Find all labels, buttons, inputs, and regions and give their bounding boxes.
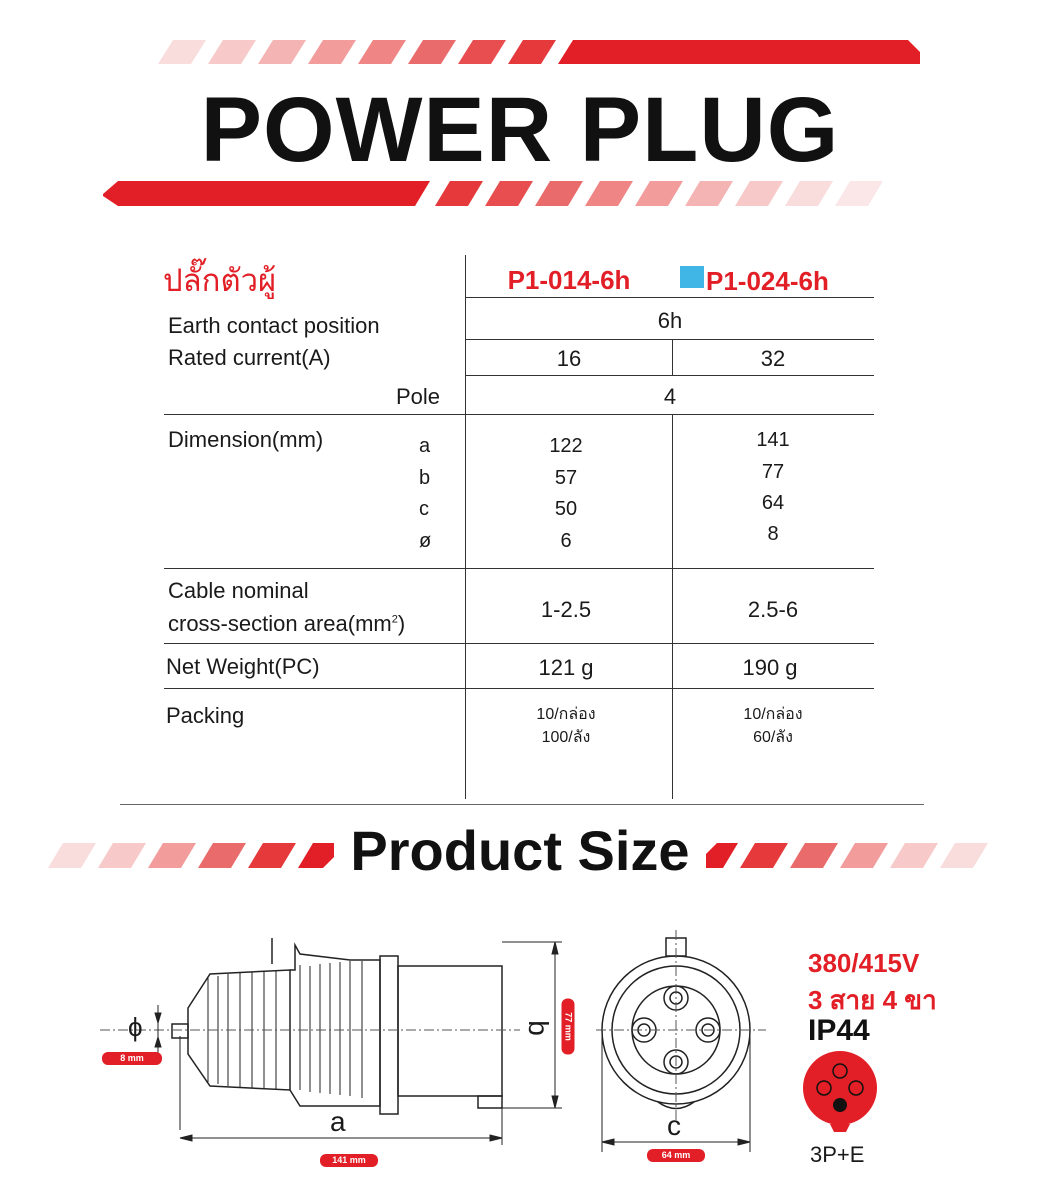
- plug-front-view-drawing: [596, 930, 768, 1165]
- dimension-phi-2: 8: [767, 523, 779, 545]
- dimension-label-b: b: [522, 1020, 554, 1036]
- pole-label: Pole: [396, 384, 441, 409]
- model-2-marker: [680, 266, 704, 288]
- row-divider: [164, 643, 874, 644]
- dimension-a-2: 141: [756, 429, 790, 451]
- row-divider: [466, 375, 874, 376]
- dimension-b-2: 77: [761, 461, 785, 483]
- earth-contact-value: 6h: [657, 308, 683, 333]
- dimension-c-2: 64: [761, 492, 785, 514]
- pole-value: 4: [663, 384, 677, 409]
- packing-1-line1: 10/กล่อง: [536, 706, 596, 723]
- product-size-title: Product Size: [350, 819, 690, 882]
- config-label: 3P+E: [810, 1142, 865, 1167]
- packing-2-line1: 10/กล่อง: [743, 706, 803, 723]
- cable-label-sup: 2: [391, 613, 398, 626]
- dimension-b-1: 57: [554, 467, 578, 489]
- badge-phi: 8 mm: [102, 1052, 162, 1065]
- dimension-key-phi: ø: [419, 530, 432, 552]
- badge-c: 64 mm: [647, 1149, 705, 1162]
- dimension-key-c: c: [419, 498, 429, 520]
- wires-spec: 3 สาย 4 ขา: [808, 985, 937, 1015]
- row-divider: [466, 339, 874, 340]
- weight-value-2: 190 g: [742, 655, 798, 680]
- dimension-label-a: a: [330, 1106, 346, 1137]
- top-stripes-lower: [103, 181, 883, 206]
- dimension-a-1: 122: [549, 435, 583, 457]
- rated-current-value-1: 16: [556, 346, 582, 371]
- cable-value-1: 1-2.5: [540, 597, 592, 622]
- dimension-label-phi: ϕ: [128, 1012, 143, 1042]
- top-stripes-upper: [158, 40, 920, 64]
- packing-2-line2: 60/ลัง: [753, 729, 793, 746]
- cable-label-end: ): [397, 611, 406, 636]
- product-type-label: ปลั๊กตัวผู้: [163, 263, 277, 298]
- rated-current-label: Rated current(A): [168, 345, 331, 370]
- table-bottom-rule: [120, 804, 924, 805]
- dimension-key-b: b: [419, 467, 431, 489]
- packing-1-line2: 100/ลัง: [541, 729, 591, 746]
- rated-current-value-2: 32: [760, 346, 786, 371]
- model-1-header: P1-014-6h: [507, 265, 631, 295]
- socket-config-icon: [800, 1050, 880, 1135]
- cable-label-line1: Cable nominal: [168, 578, 309, 603]
- cable-label-line2: [168, 611, 405, 637]
- row-divider: [164, 414, 874, 415]
- row-divider: [466, 297, 874, 298]
- packing-label: Packing: [166, 703, 245, 728]
- weight-label: Net Weight(PC): [166, 654, 320, 679]
- model-2-header: P1-024-6h: [706, 266, 829, 296]
- page-title: POWER PLUG: [200, 79, 840, 181]
- badge-b: 77 mm: [562, 999, 575, 1055]
- dimension-label-c: c: [667, 1110, 681, 1141]
- badge-a: 141 mm: [320, 1154, 378, 1167]
- cable-value-2: 2.5-6: [747, 597, 799, 622]
- earth-contact-label: Earth contact position: [168, 313, 380, 338]
- dimension-c-1: 50: [554, 498, 578, 520]
- cable-label-text: cross-section area(mm: [168, 611, 392, 636]
- ip-rating: IP44: [808, 1014, 870, 1047]
- dimension-key-a: a: [419, 435, 431, 457]
- dimension-phi-1: 6: [560, 530, 572, 552]
- row-divider: [164, 568, 874, 569]
- voltage-spec: 380/415V: [808, 948, 920, 978]
- row-divider: [164, 688, 874, 689]
- weight-value-1: 121 g: [538, 655, 594, 680]
- dimension-label: Dimension(mm): [168, 427, 324, 452]
